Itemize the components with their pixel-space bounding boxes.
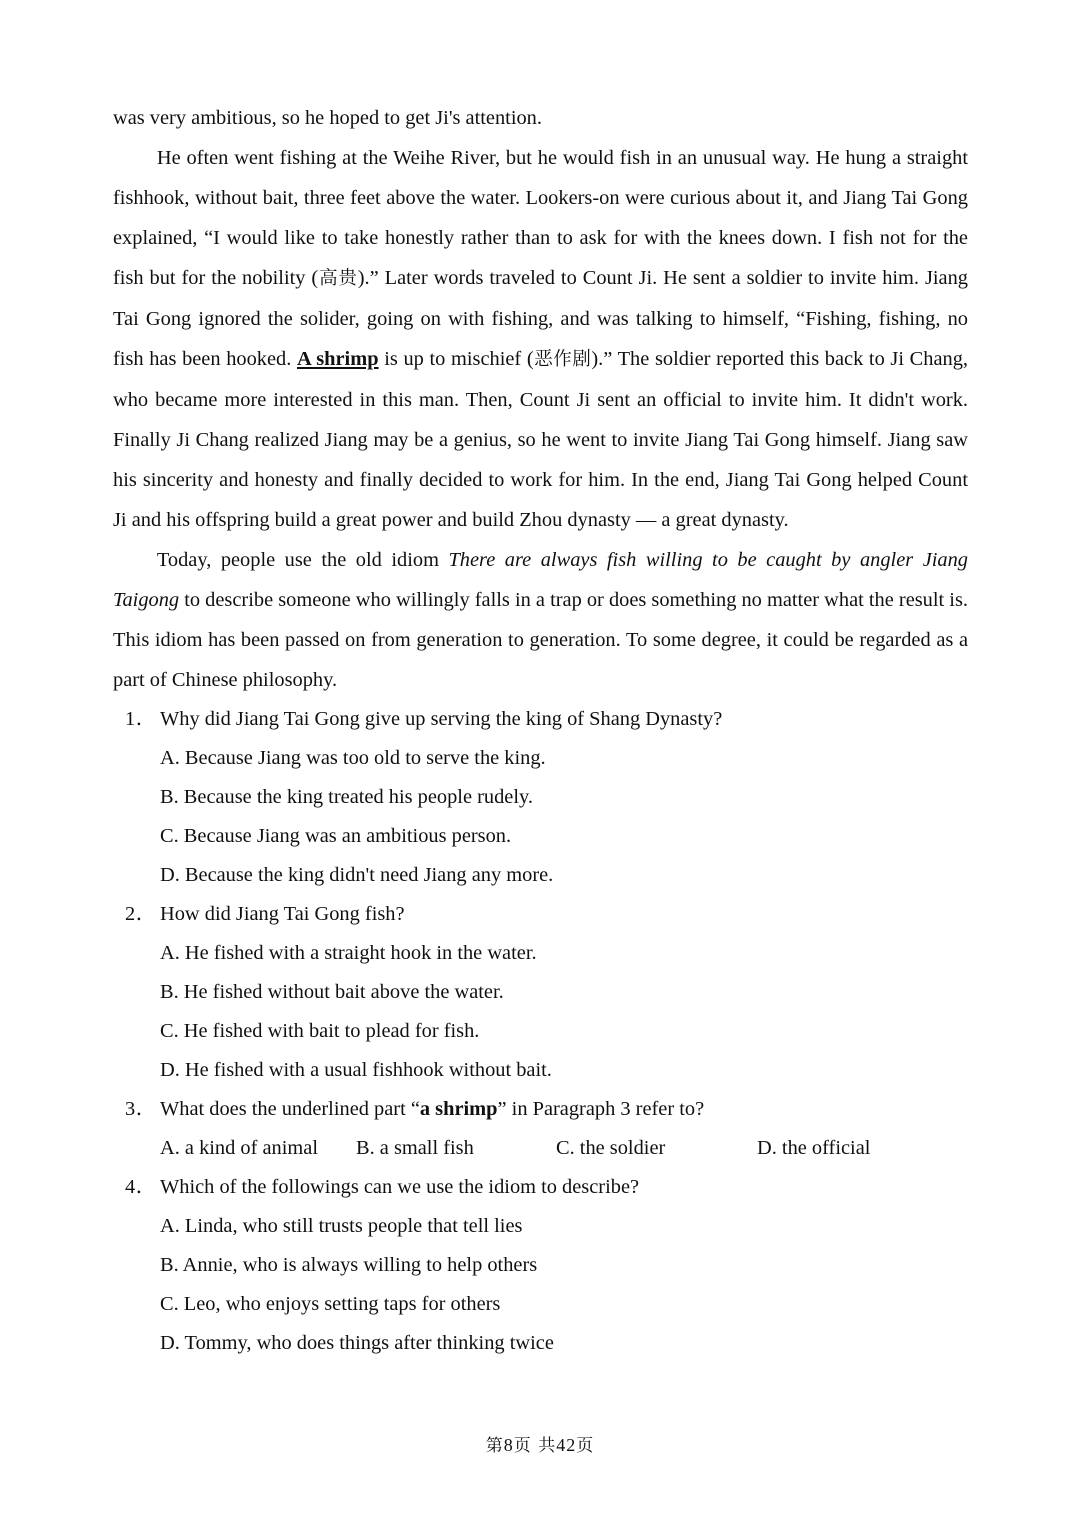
question-1-option-d[interactable]: D. Because the king didn't need Jiang any more. [160,864,554,886]
question-3-line [113,1090,968,1129]
question-2-option-c[interactable]: C. He fished with bait to plead for fish. [160,1020,480,1042]
idiom-italic: There are always fish willing to be caught by angler Jiang Taigong [113,549,968,611]
question-block-1 [113,700,968,895]
question-4-line [113,1168,968,1207]
question-2-line [113,895,968,934]
question-4-text: Which of the followings can we use the idiom to describe? [160,1176,640,1198]
question-2-text: How did Jiang Tai Gong fish? [160,903,405,925]
question-3-emphasis: a shrimp [419,1098,498,1120]
underlined-phrase-a-shrimp: A shrimp [296,348,379,370]
passage-paragraph-2 [113,138,968,540]
question-3-option-d[interactable]: D. the official [757,1137,871,1159]
question-3-options-row [113,1129,968,1168]
paragraph-2-part-4: ).” The soldier reported this back to Ji Chang, who became more interested in this man. Then, Count Ji sent an official to invite him. It didn't work. Finally Ji Chang realized Jiang may be a genius, so he went to invite Jiang Tai Gong himself. Jiang saw his sincerity and honesty and finally decided to work for him. In the end, Jiang Tai Gong helped Count Ji and his offspring build a great power and build Zhou dynasty — a great dynasty. [113,348,969,531]
question-3-text [160,1090,968,1129]
question-block-2 [113,895,968,1090]
question-1-number: 1． [125,708,157,730]
question-2-number: 2． [125,903,157,925]
question-2-option-d[interactable]: D. He fished with a usual fishhook without bait. [160,1059,552,1081]
footer-suffix: 页 [576,1436,595,1456]
paragraph-2-part-1: He often went fishing at the Weihe River, but he would fish in an unusual way. He hung a straight fishhook, without bait, three feet above the water. Lookers-on were curious about it, and Jiang Tai Gong explained, “I would like to take honestly rather than to ask for with the knees down. I fish not for the fish but for the nobility ( [113,147,968,289]
page-content [113,98,968,1363]
question-1-text: Why did Jiang Tai Gong give up serving the king of Shang Dynasty? [160,708,723,730]
question-2-option-a[interactable]: A. He fished with a straight hook in the water. [160,942,537,964]
question-1-option-b[interactable]: B. Because the king treated his people rudely. [160,786,533,808]
question-list [113,700,968,1363]
paragraph-3-part-2: to describe someone who willingly falls in a trap or does something no matter what the result is. This idiom has been passed on from generation to generation. To some degree, it could be regarded as a part of Chinese philosophy. [113,589,968,691]
footer-current-page: 8 [503,1435,514,1455]
question-block-4 [113,1168,968,1363]
question-4-option-a[interactable]: A. Linda, who still trusts people that tell lies [160,1215,523,1237]
question-4-option-b[interactable]: B. Annie, who is always willing to help others [160,1254,538,1276]
page-footer [0,1432,1080,1459]
question-3-text-part-1: What does the underlined part “ [160,1098,420,1120]
footer-prefix: 第 [485,1436,504,1456]
question-4-number: 4． [125,1176,157,1198]
chinese-gloss-nobility: 高贵 [318,268,358,289]
question-block-3 [113,1090,968,1168]
chinese-gloss-mischief: 恶作剧 [533,349,592,370]
question-4-option-d[interactable]: D. Tommy, who does things after thinking twice [160,1332,554,1354]
question-2-option-b[interactable]: B. He fished without bait above the water. [160,981,504,1003]
question-3-option-c[interactable]: C. the soldier [556,1137,666,1159]
paragraph-1-text: was very ambitious, so he hoped to get Ji's attention. [113,107,542,129]
question-3-number: 3． [125,1098,157,1120]
passage-paragraph-continuation [113,98,968,138]
footer-middle: 页 共 [513,1436,557,1456]
passage-paragraph-3 [113,540,968,700]
question-1-line [113,700,968,739]
question-1-option-c[interactable]: C. Because Jiang was an ambitious person. [160,825,512,847]
question-3-text-part-2: ” in Paragraph 3 refer to? [497,1098,705,1120]
question-3-option-a[interactable]: A. a kind of animal [160,1137,318,1159]
paragraph-2-part-3: is up to mischief ( [378,348,534,370]
question-4-option-c[interactable]: C. Leo, who enjoys setting taps for others [160,1293,501,1315]
paragraph-3-part-1: Today, people use the old idiom [156,549,449,571]
question-3-option-b[interactable]: B. a small fish [356,1137,474,1159]
paragraph-2-part-2: ).” Later words traveled to Count Ji. He sent a soldier to invite him. Jiang Tai Gong ignored the solider, going on with fishing, and was talking to himself, “Fishing, fishing, no fish has been hooked. [113,267,968,370]
footer-total-pages: 42 [556,1435,577,1455]
question-1-option-a[interactable]: A. Because Jiang was too old to serve the king. [160,747,546,769]
